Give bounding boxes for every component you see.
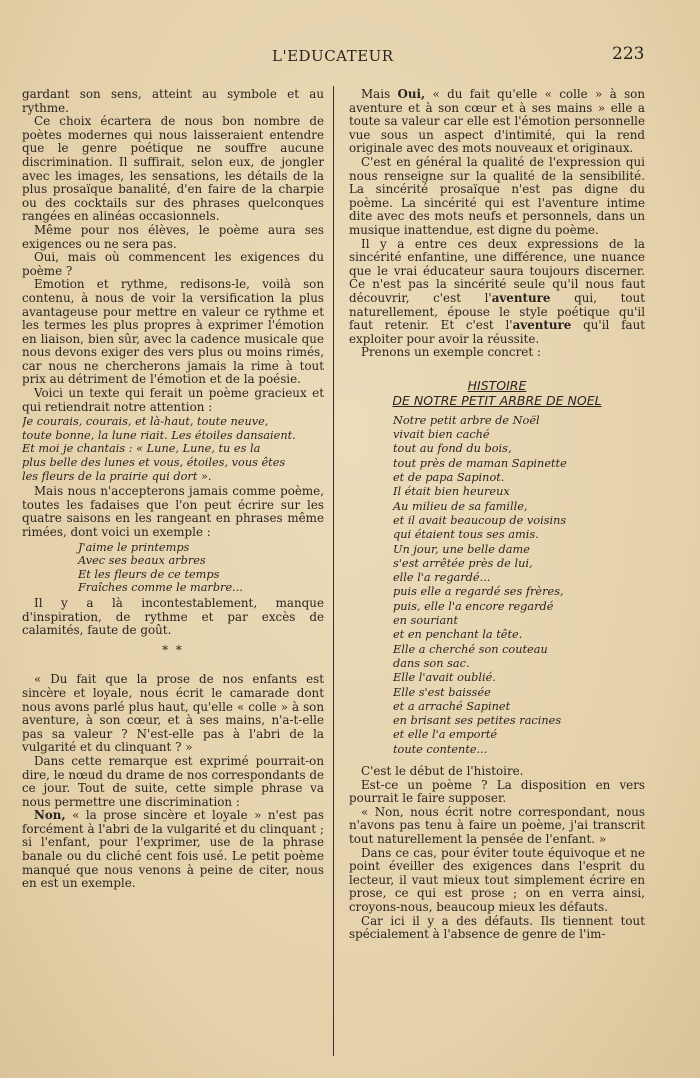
poem — [349, 414, 645, 757]
paragraph-text: « du fait qu'elle « colle » à son aventure et à son cœur et à ses mains » elle a toute sa valeur car elle est l'émotion personnelle vue sous un aspect d'intimité, qui la rend originale avec des mots nouveaux et originaux. — [349, 88, 645, 156]
section-separator: * * — [162, 642, 184, 657]
poem-line: toute contente... — [393, 742, 488, 756]
paragraph: Il y a là incontestablement, manque d'inspiration, de rythme et par excès de calamités, faute de goût. — [22, 595, 324, 638]
poem-line: et il avait beaucoup de voisins — [393, 513, 567, 527]
poem-title — [349, 378, 645, 408]
bold-word: Non, — [34, 808, 66, 823]
paragraph-text: qui, tout naturellement, épouse le style poétique qu'il faut retenir. Et c'est l' — [349, 290, 645, 333]
quote-rhyme-example — [22, 541, 324, 595]
paragraph: gardant son sens, atteint au symbole et au rythme. — [22, 88, 324, 115]
paragraph: Est-ce un poème ? La disposition en vers pourrait le faire supposer. — [349, 777, 645, 806]
paragraph: Oui, mais où commencent les exigences du poème ? — [22, 250, 324, 278]
poem-line: Au milieu de sa famille, — [393, 499, 528, 513]
page-number: 223 — [612, 44, 645, 64]
paragraph: Prenons un exemple concret : — [361, 345, 541, 360]
quote-line: les fleurs de la prairie qui dort ». — [22, 469, 212, 483]
quote-line: Je courais, courais, et là-haut, toute neuve, — [22, 415, 269, 429]
quote-line: J'aime le printemps — [78, 540, 190, 554]
poem-line: et a arraché Sapinet — [393, 699, 511, 713]
paragraph: « Du fait que la prose de nos enfants est sincère et loyale, nous écrit le camarade dont nous avons parlé plus haut, qu'elle « colle » à son aventure, à son cœur, et à ses mains, n'a-t-elle pas sa valeur ? N'est-elle pas à l'abri de la vulgarité et du clinquant ? » — [22, 672, 324, 755]
poem-line: en souriant — [393, 614, 458, 628]
poem-line: s'est arrêtée près de lui, — [393, 556, 533, 570]
poem-line: vivait bien caché — [393, 428, 490, 442]
quote-line: Fraîches comme le marbre... — [78, 581, 243, 595]
poem-line: dans son sac. — [393, 656, 470, 670]
poem-line: Il était bien heureux — [393, 485, 510, 499]
journal-title: L'EDUCATEUR — [272, 47, 394, 65]
bold-word: Oui, — [397, 88, 426, 101]
paragraph: Dans cette remarque est exprimé pourrait-on dire, le nœud du drame de nos correspondants de ce jour. Tout de suite, cette simple phrase va nous permettre une discrimination : — [22, 753, 324, 809]
paragraph-text: « la prose sincère et loyale » n'est pas forcément à l'abri de la vulgarité et du clinquant ; si l'enfant, pour l'exprimer, use de la phrase banale ou du cliché cent fois usé. Le petit poème manqué que nous venons à peine de citer, nous en est un exemple. — [22, 808, 324, 891]
paragraph: C'est en général la qualité de l'expression qui nous renseigne sur la qualité de la sensibilité. La sincérité prosaïque n'est pas digne du poème. La sincérité qui est l'aventure intime dite avec des mots neufs et personnels, dans un musique inattendue, est digne du poème. — [349, 154, 645, 237]
poem-line: Elle a cherché son couteau — [393, 642, 548, 656]
poem-line: et elle l'a emporté — [393, 728, 498, 742]
paragraph: C'est le début de l'histoire. — [361, 764, 524, 778]
paragraph: Car ici il y a des défauts. Ils tiennent tout spécialement à l'absence de genre de l'im- — [349, 913, 645, 942]
quote-line: plus belle des lunes et vous, étoiles, vous êtes — [22, 456, 286, 470]
paragraph: Même pour nos élèves, le poème aura ses exigences ou ne sera pas. — [22, 222, 324, 251]
paragraph — [349, 238, 645, 347]
paragraph-text: qu'il faut exploiter pour avoir la réussite. — [349, 318, 645, 346]
page-header — [0, 44, 700, 68]
poem-line: tout près de maman Sapinette — [393, 456, 567, 470]
paragraph: Voici un texte qui ferait un poème gracieux et qui retiendrait notre attention : — [22, 386, 324, 414]
poem-line: Notre petit arbre de Noël — [393, 413, 540, 427]
poem-title-line: DE NOTRE PETIT ARBRE DE NOEL — [392, 392, 602, 408]
column-divider — [333, 86, 334, 1056]
paragraph — [349, 88, 645, 156]
paragraph — [22, 809, 324, 891]
right-column — [349, 88, 645, 1004]
bold-word: aventure — [512, 318, 572, 333]
quote-line: toute bonne, la lune riait. Les étoiles dansaient. — [22, 428, 296, 442]
paragraph-text: Il y a entre ces deux expressions de la sincérité enfantine, une différence, une nuance que le vrai éducateur saura toujours discerner. Ce n'est pas la sincérité seule qu'il nous faut découvrir, c'est l' — [349, 236, 645, 305]
poem-line: en brisant ses petites racines — [393, 714, 562, 728]
poem-line: puis elle a regardé ses frères, — [393, 585, 564, 599]
paragraph: Emotion et rythme, redisons-le, voilà son contenu, à nous de voir la versification la plus avantageuse pour mettre en valeur ce rythme et les termes les plus propres à exprimer l'émotion en liaison, bien sûr, avec la cadence musicale que nous devons exiger des vers plus ou moins rimés, car nous ne chercherons jamais la rime à tout prix au détriment de l'émotion et de la poésie. — [22, 277, 324, 387]
left-column — [22, 88, 324, 1004]
poem-line: Un jour, une belle dame — [393, 542, 530, 556]
poem-line: elle l'a regardé... — [393, 571, 491, 585]
poem-line: qui étaient tous ses amis. — [393, 528, 539, 542]
paragraph: Mais nous n'accepterons jamais comme poème, toutes les fadaises que l'on peut écrire sur les quatre saisons en les rangeant en phrases même rimées, dont voici un exemple : — [22, 484, 324, 539]
quote-line: Et les fleurs de ce temps — [78, 567, 220, 581]
quote-child-text — [22, 415, 324, 483]
paragraph: Ce choix écartera de nous bon nombre de poètes modernes qui nous laisseraient entendre que le genre poétique ne souffre aucune discrimination. Il suffirait, selon eux, de jongler avec les images, les sensations, les détails de la plus prosaïque banalité, d'en faire de la charpie ou des cocktails sur des phrases quelconques rangées en alinéas occasionnels. — [22, 114, 324, 224]
paragraph: « Non, nous écrit notre correspondant, nous n'avons pas tenu à faire un poème, j'ai transcrit tout naturellement la pensée de l'enfant. » — [349, 804, 645, 846]
paragraph-text: Mais — [361, 88, 398, 101]
paragraph: Dans ce cas, pour éviter toute équivoque et ne point éveiller des exigences dans l'esprit du lecteur, il vaut mieux tout simplement écrire en prose, ce qui est prose ; on en verra ainsi, croyons-nous, beaucoup mieux les défauts. — [349, 845, 645, 914]
poem-line: Elle l'avait oublié. — [393, 671, 496, 685]
poem-line: puis, elle l'a encore regardé — [393, 599, 554, 613]
bold-word: aventure — [491, 290, 551, 305]
poem-line: tout au fond du bois, — [393, 442, 512, 456]
poem-line: Elle s'est baissée — [393, 685, 491, 699]
poem-line: et en penchant la tête. — [393, 628, 523, 642]
quote-line: Avec ses beaux arbres — [78, 554, 206, 568]
poem-title-line: HISTOIRE — [467, 377, 527, 393]
quote-line: Et moi je chantais : « Lune, Lune, tu es la — [22, 442, 261, 456]
poem-line: et de papa Sapinot. — [393, 471, 505, 485]
